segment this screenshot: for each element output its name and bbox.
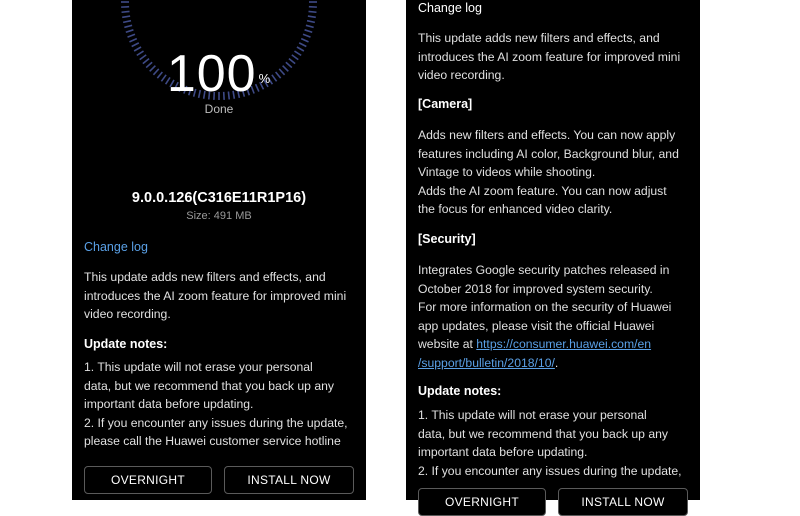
progress-percent-sign: % bbox=[259, 71, 272, 86]
text-line: This update adds new filters and effects, and bbox=[418, 29, 694, 48]
security-bulletin-link-continued[interactable]: /support/bulletin/2018/10/ bbox=[418, 356, 555, 370]
progress-tick bbox=[126, 30, 134, 32]
change-log-screen-right[interactable] bbox=[406, 0, 700, 500]
overnight-button[interactable]: OVERNIGHT bbox=[84, 466, 212, 494]
progress-tick bbox=[303, 34, 310, 37]
progress-tick bbox=[123, 21, 131, 23]
text-line: 1. This update will not erase your personal bbox=[418, 406, 694, 425]
update-notes-text bbox=[84, 358, 360, 451]
progress-tick bbox=[308, 16, 316, 17]
text-line: 2. If you encounter any issues during the update, bbox=[418, 462, 694, 481]
text-line: For more information on the security of Huawei bbox=[418, 298, 694, 317]
text-line: data, but we recommend that you back up any bbox=[418, 425, 694, 444]
security-heading: [Security] bbox=[418, 232, 476, 246]
change-log-intro bbox=[418, 29, 694, 85]
progress-tick bbox=[306, 25, 314, 27]
text-line: video recording. bbox=[84, 305, 360, 324]
progress-tick bbox=[124, 25, 132, 27]
text-line: introduces the AI zoom feature for improved mini bbox=[84, 287, 360, 306]
progress-percent bbox=[72, 46, 366, 107]
text-line: Adds the AI zoom feature. You can now adjust bbox=[418, 182, 694, 201]
camera-notes bbox=[418, 126, 694, 219]
text-line: 1. This update will not erase your personal bbox=[84, 358, 360, 377]
progress-tick bbox=[301, 39, 308, 42]
install-now-button[interactable]: INSTALL NOW bbox=[224, 466, 354, 494]
progress-status: Done bbox=[72, 102, 366, 116]
progress-tick bbox=[307, 21, 315, 23]
text-line: features including AI color, Background blur, and bbox=[418, 145, 694, 164]
text-line bbox=[418, 335, 694, 354]
change-log-heading: Change log bbox=[418, 1, 482, 15]
progress-tick bbox=[305, 30, 313, 32]
update-size: Size: 491 MB bbox=[72, 210, 366, 222]
text-line: the focus for enhanced video clarity. bbox=[418, 200, 694, 219]
text-line: This update adds new filters and effects, and bbox=[84, 268, 360, 287]
update-notes-text bbox=[418, 406, 694, 480]
text-fragment: . bbox=[555, 356, 558, 370]
text-line: 2. If you encounter any issues during the update, bbox=[84, 414, 360, 433]
camera-heading: [Camera] bbox=[418, 97, 472, 111]
text-line: Integrates Google security patches released in bbox=[418, 261, 694, 280]
text-line: video recording. bbox=[418, 66, 694, 85]
update-notes-heading: Update notes: bbox=[418, 384, 501, 398]
text-line: Adds new filters and effects. You can now apply bbox=[418, 126, 694, 145]
overnight-button[interactable]: OVERNIGHT bbox=[418, 488, 546, 516]
text-line: app updates, please visit the official Huawei bbox=[418, 317, 694, 336]
text-line bbox=[418, 354, 694, 373]
text-line: please call the Huawei customer service hotline bbox=[84, 432, 360, 451]
security-bulletin-link[interactable]: https://consumer.huawei.com/en bbox=[476, 337, 651, 351]
progress-tick bbox=[129, 39, 136, 42]
version-number: 9.0.0.126(C316E11R1P16) bbox=[72, 190, 366, 206]
progress-tick bbox=[122, 11, 130, 12]
update-screen-left bbox=[72, 0, 366, 500]
text-fragment: website at bbox=[418, 337, 476, 351]
progress-tick bbox=[128, 34, 135, 37]
security-notes bbox=[418, 261, 694, 372]
text-line: October 2018 for improved system security. bbox=[418, 280, 694, 299]
change-log-summary bbox=[84, 268, 360, 324]
text-line: Vintage to videos while shooting. bbox=[418, 163, 694, 182]
text-line: introduces the AI zoom feature for improved mini bbox=[418, 48, 694, 67]
text-line: data, but we recommend that you back up any bbox=[84, 377, 360, 396]
progress-tick bbox=[122, 16, 130, 17]
progress-tick bbox=[309, 11, 317, 12]
progress-value: 100 bbox=[167, 45, 257, 103]
change-log-link[interactable]: Change log bbox=[84, 240, 148, 254]
update-notes-heading: Update notes: bbox=[84, 337, 167, 351]
text-line: important data before updating. bbox=[418, 443, 694, 462]
install-now-button[interactable]: INSTALL NOW bbox=[558, 488, 688, 516]
text-line: important data before updating. bbox=[84, 395, 360, 414]
